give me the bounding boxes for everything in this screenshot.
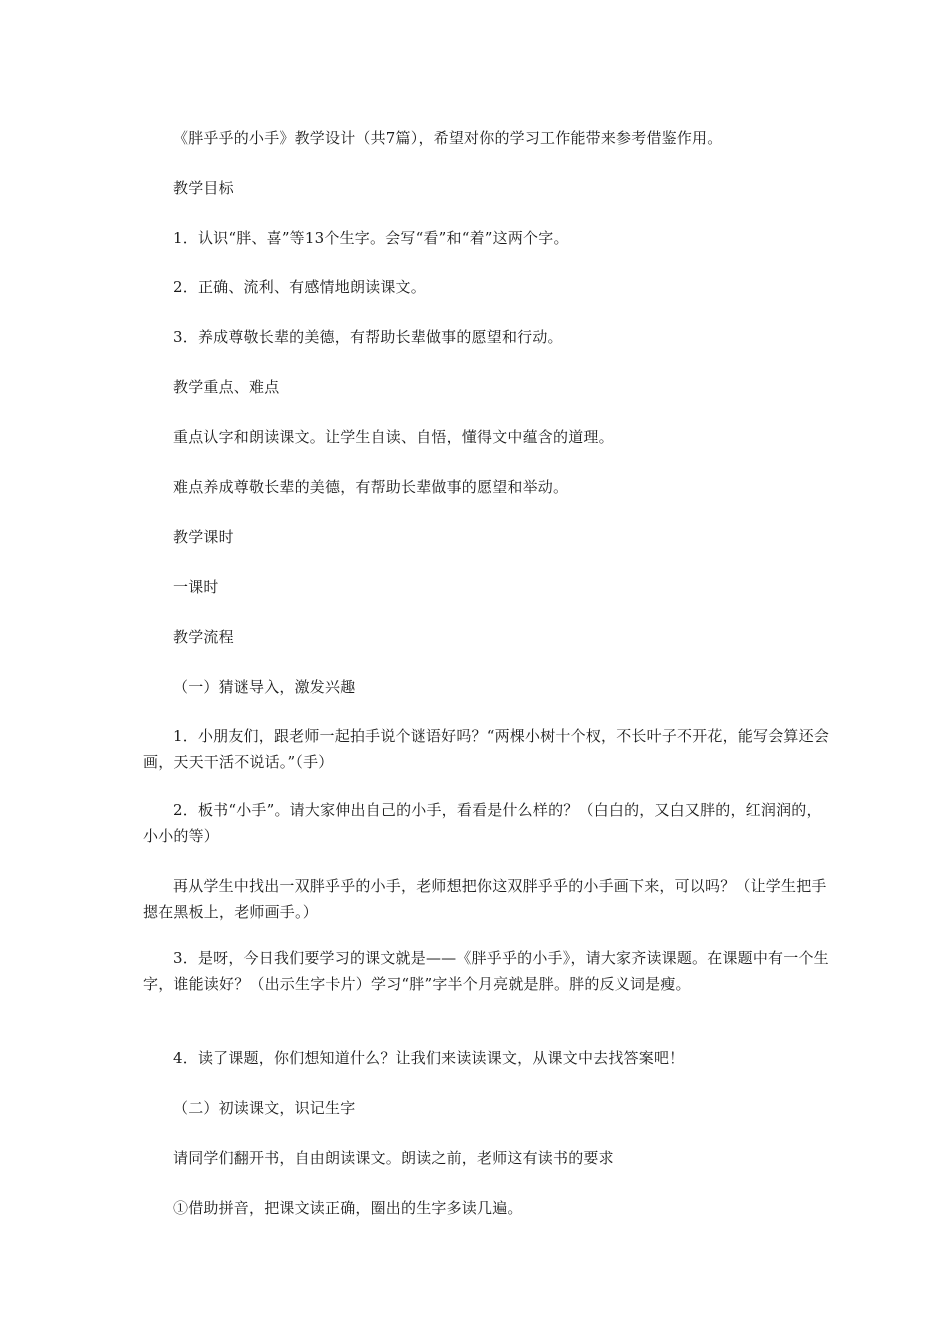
goal-item-3: 3．养成尊敬长辈的美德，有帮助长辈做事的愿望和行动。 <box>173 328 563 346</box>
heading-teaching-goals: 教学目标 <box>173 179 234 197</box>
heading-key-points: 教学重点、难点 <box>173 378 280 396</box>
process-step-1: 1．小朋友们，跟老师一起拍手说个谜语好吗？“两棵小树十个杈，不长叶子不开花，能写会算还会画，天天干活不说话。”（手） <box>143 727 830 771</box>
heading-teaching-process: 教学流程 <box>173 628 234 646</box>
difficult-point-paragraph: 难点养成尊敬长辈的美德，有帮助长辈做事的愿望和举动。 <box>173 478 569 496</box>
section-heading-1: （一）猜谜导入，激发兴趣 <box>173 678 356 696</box>
process-step-3: 3．是呀，今日我们要学习的课文就是——《胖乎乎的小手》，请大家齐读课题。在课题中有一个生字，谁能读好？（出示生字卡片）学习“胖”字半个月亮就是胖。胖的反义词是瘦。 <box>143 949 829 993</box>
goal-item-1: 1．认识“胖、喜”等13个生字。会写“看”和“着”这两个字。 <box>173 229 569 247</box>
process-step-2-continued: 再从学生中找出一双胖乎乎的小手，老师想把你这双胖乎乎的小手画下来，可以吗？（让学生把手摁在黑板上，老师画手。） <box>143 877 827 921</box>
reading-requirement-1: ①借助拼音，把课文读正确，圈出的生字多读几遍。 <box>173 1199 523 1217</box>
key-point-paragraph: 重点认字和朗读课文。让学生自读、自悟，懂得文中蕴含的道理。 <box>173 428 614 446</box>
section-heading-2: （二）初读课文，识记生字 <box>173 1099 356 1117</box>
intro-paragraph: 《胖乎乎的小手》教学设计（共7篇），希望对你的学习工作能带来参考借鉴作用。 <box>173 129 723 147</box>
goal-item-2: 2．正确、流利、有感情地朗读课文。 <box>173 278 426 296</box>
process-step-4: 4．读了课题，你们想知道什么？让我们来读读课文，从课文中去找答案吧！ <box>173 1049 685 1067</box>
process-step-2: 2．板书“小手”。请大家伸出自己的小手，看看是什么样的？（白白的，又白又胖的，红润润的，小小的等） <box>143 801 822 845</box>
reading-instruction: 请同学们翻开书，自由朗读课文。朗读之前，老师这有读书的要求 <box>173 1149 614 1167</box>
class-hours-paragraph: 一课时 <box>173 578 219 596</box>
heading-class-hours: 教学课时 <box>173 528 234 546</box>
